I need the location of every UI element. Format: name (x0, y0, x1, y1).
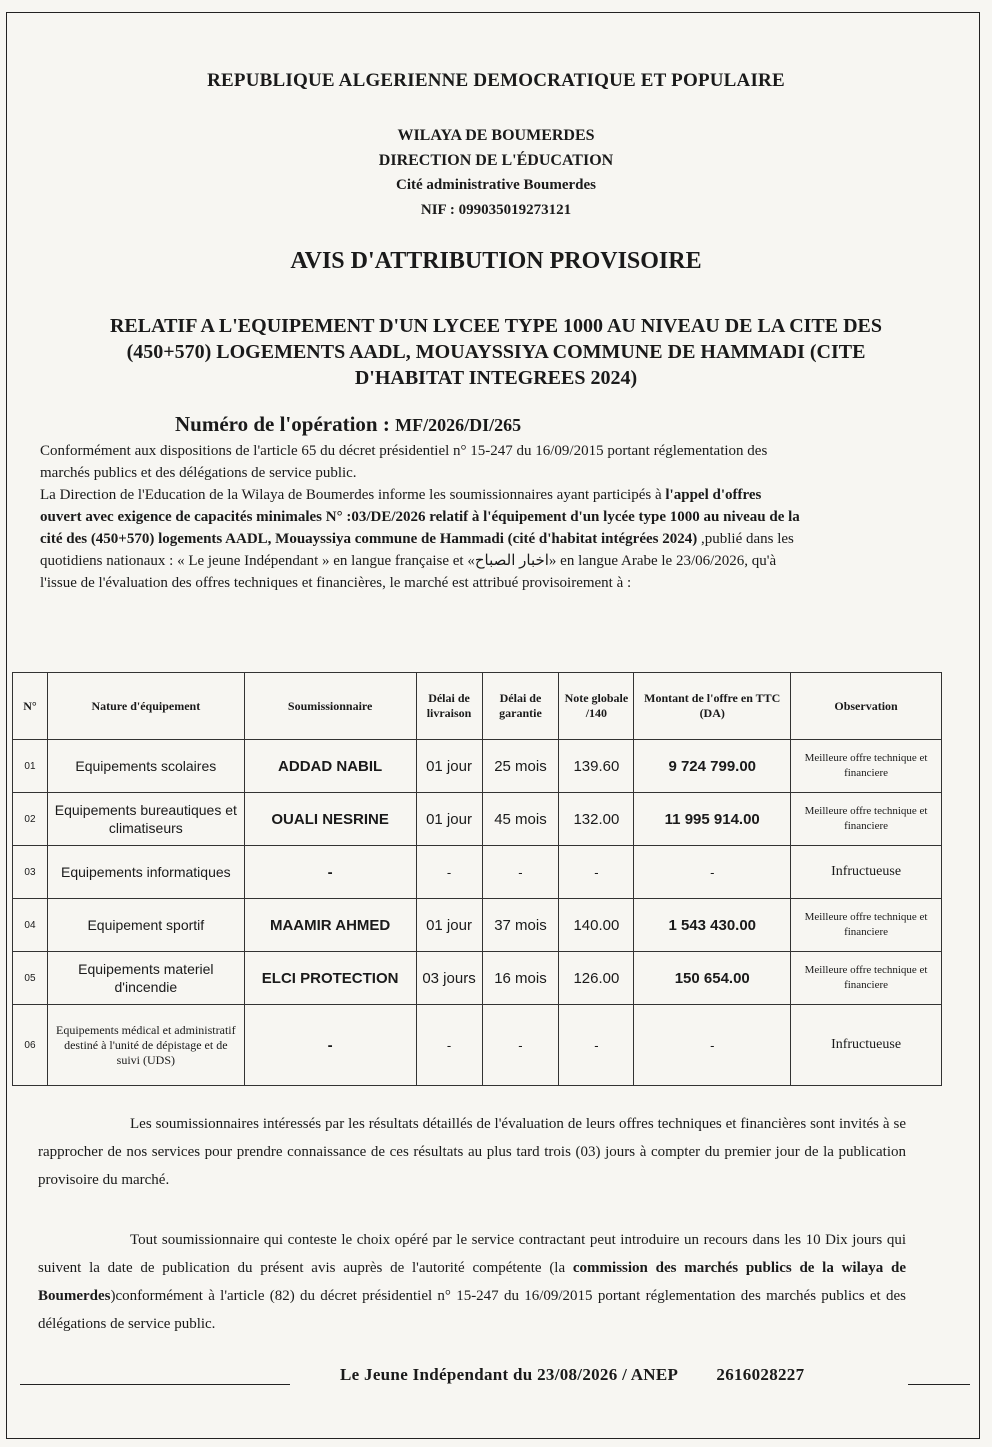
table-row (13, 793, 942, 846)
warranty-time: - (482, 1005, 559, 1086)
offer-amount: 9 724 799.00 (634, 740, 791, 793)
equipment-nature: Equipements scolaires (47, 740, 244, 793)
publication-footer (340, 1365, 804, 1385)
col-header-observation: Observation (791, 673, 942, 740)
footer-rule-right (908, 1384, 970, 1385)
col-header-delivery: Délai de livraison (416, 673, 482, 740)
table-header-row (13, 673, 942, 740)
row-number: 04 (13, 899, 48, 952)
score: 139.60 (559, 740, 634, 793)
equipment-nature: Equipements materiel d'incendie (47, 952, 244, 1005)
operation-label: Numéro de l'opération : (175, 412, 390, 436)
republic-heading: REPUBLIQUE ALGERIENNE DEMOCRATIQUE ET POPULAIRE (207, 70, 785, 91)
col-header-supplier: Soumissionnaire (244, 673, 416, 740)
notice-title: AVIS D'ATTRIBUTION PROVISOIRE (290, 248, 702, 274)
observation: Meilleure offre technique et financiere (791, 793, 942, 846)
supplier-name: - (244, 1005, 416, 1086)
intro-paragraph-1: Conformément aux dispositions de l'article 65 du décret présidentiel n° 15-247 du 16/09/2015 portant réglementation des marchés publics et des délégations de service public. (40, 443, 768, 481)
anep-code: 2616028227 (716, 1365, 805, 1384)
equipment-nature: Equipements bureautiques et climatiseurs (47, 793, 244, 846)
operation-number (175, 412, 521, 437)
offer-amount: - (634, 846, 791, 899)
delivery-time: - (416, 846, 482, 899)
table-row (13, 899, 942, 952)
col-header-warranty: Délai de garantie (482, 673, 559, 740)
warranty-time: 37 mois (482, 899, 559, 952)
attribution-table (12, 672, 942, 1086)
direction-line: DIRECTION DE L'ÉDUCATION (378, 152, 614, 169)
score: - (559, 846, 634, 899)
nif-line: NIF : 099035019273121 (420, 202, 572, 218)
arabic-newspaper-name: اخبار الصباح (474, 553, 549, 569)
col-header-nature: Nature d'équipement (47, 673, 244, 740)
warranty-time: 45 mois (482, 793, 559, 846)
row-number: 05 (13, 952, 48, 1005)
delivery-time: - (416, 1005, 482, 1086)
warranty-time: - (482, 846, 559, 899)
row-number: 06 (13, 1005, 48, 1086)
row-number: 02 (13, 793, 48, 846)
col-header-no: N° (13, 673, 48, 740)
offer-amount: 11 995 914.00 (634, 793, 791, 846)
observation: Meilleure offre technique et financiere (791, 952, 942, 1005)
score: 126.00 (559, 952, 634, 1005)
subject-line-2: (450+570) LOGEMENTS AADL, MOUAYSSIYA COMMUNE DE HAMMADI (CITE (126, 341, 866, 363)
intro-paragraph-2: La Direction de l'Education de la Wilaya de Boumerdes informe les soumissionnaires ayant participés à l'appel d'offres ouvert avec exigence de capacités minimales N° :03/DE/2026 relatif à l'équipement d'un lycée type 1000 au niveau de la cité des (450+570) logements AADL, Mouayssiya commune de Hammadi (cité d'habitat intégrées 2024) ,publié dans les quotidiens nationaux : « Le jeune Indépendant » en langue française et «اخبار الصباح» en langue Arabe le 23/06/2026, qu'à l'issue de l'évaluation des offres techniques et financières, le marché est attribué provisoirement à : (40, 487, 800, 591)
subject-line-1: RELATIF A L'EQUIPEMENT D'UN LYCEE TYPE 1000 AU NIVEAU DE LA CITE DES (109, 315, 883, 337)
row-number: 03 (13, 846, 48, 899)
delivery-time: 01 jour (416, 793, 482, 846)
subject-block (0, 313, 992, 391)
offer-amount: - (634, 1005, 791, 1086)
warranty-time: 16 mois (482, 952, 559, 1005)
supplier-name: OUALI NESRINE (244, 793, 416, 846)
publication-reference: Le Jeune Indépendant du 23/08/2026 / ANEP (340, 1365, 678, 1384)
row-number: 01 (13, 740, 48, 793)
supplier-name: MAAMIR AHMED (244, 899, 416, 952)
supplier-name: ADDAD NABIL (244, 740, 416, 793)
score: 132.00 (559, 793, 634, 846)
observation: Meilleure offre technique et financiere (791, 740, 942, 793)
closing-paragraph-1: Les soumissionnaires intéressés par les résultats détaillés de l'évaluation de leurs offres techniques et financières sont invités à se rapprocher de nos services pour prendre connaissance de ces résultats au plus tard trois (03) jours à compter du premier jour de la publication provisoire du marché. (38, 1116, 906, 1188)
table-row (13, 740, 942, 793)
wilaya-line: WILAYA DE BOUMERDES (397, 127, 595, 144)
col-header-amount: Montant de l'offre en TTC (DA) (634, 673, 791, 740)
closing-paragraph-2: Tout soumissionnaire qui conteste le choix opéré par le service contractant peut introduire un recours dans les 10 Dix jours qui suivent la date de publication du présent avis auprès de l'autorité compétente (la commission des marchés publics de la wilaya de Boumerdes)conformément à l'article (82) du décret présidentiel n° 15-247 du 16/09/2015 portant réglementation des marchés publics et des délégations de service public. (38, 1232, 907, 1332)
col-header-score: Note globale /140 (559, 673, 634, 740)
warranty-time: 25 mois (482, 740, 559, 793)
cite-line: Cité administrative Boumerdes (396, 177, 596, 193)
issuer-block (0, 123, 992, 223)
table-row (13, 952, 942, 1005)
supplier-name: - (244, 846, 416, 899)
score: 140.00 (559, 899, 634, 952)
offer-amount: 150 654.00 (634, 952, 791, 1005)
score: - (559, 1005, 634, 1086)
intro-text (40, 440, 800, 594)
equipment-nature: Equipements médical et administratif destiné à l'unité de dépistage et de suivi (UDS) (47, 1005, 244, 1086)
footer-rule-left (20, 1384, 290, 1385)
equipment-nature: Equipement sportif (47, 899, 244, 952)
delivery-time: 01 jour (416, 740, 482, 793)
equipment-nature: Equipements informatiques (47, 846, 244, 899)
table-row (13, 846, 942, 899)
observation: Infructueuse (791, 1005, 942, 1086)
table-row (13, 1005, 942, 1086)
operation-value: MF/2026/DI/265 (395, 415, 522, 435)
supplier-name: ELCI PROTECTION (244, 952, 416, 1005)
delivery-time: 01 jour (416, 899, 482, 952)
observation: Meilleure offre technique et financiere (791, 899, 942, 952)
delivery-time: 03 jours (416, 952, 482, 1005)
offer-amount: 1 543 430.00 (634, 899, 791, 952)
subject-line-3: D'HABITAT INTEGREES 2024) (354, 367, 638, 389)
observation: Infructueuse (791, 846, 942, 899)
